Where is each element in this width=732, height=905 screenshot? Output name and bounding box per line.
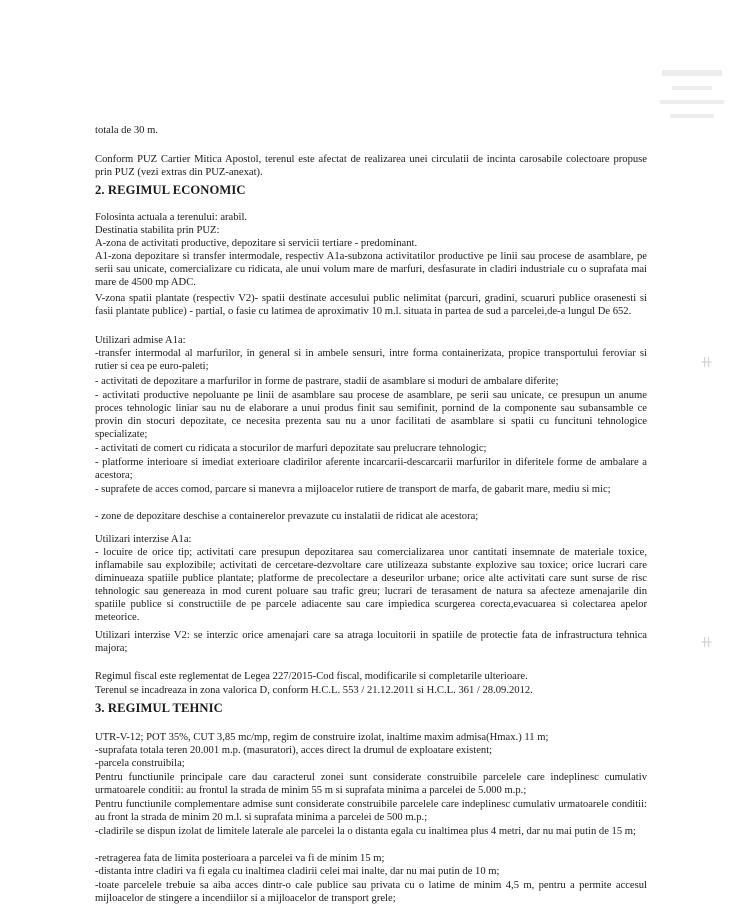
section-heading: 3. REGIMUL TEHNIC	[95, 701, 223, 715]
paragraph: Terenul se incadreaza in zona valorica D, conform H.C.L. 553 / 21.12.2011 si H.C.L. 361 / 28.09.2012.	[95, 685, 533, 696]
paragraph: V-zona spatii plantate (respectiv V2)- spatii destinate accesului public nelimitat (parcuri, gradini, scuaruri publice orasenesti si fasii plantate publice) - partial, o fasie cu latimea de aproximativ 10 m.l. situata in partea de sud a parcelei,de-a lungul De 652.	[95, 293, 647, 317]
list-item: -toate parcelele trebuie sa aiba acces dintr-o cale publice sau privata cu o latime de minim 4,5 m, pentru a permite accesul mijloacelor de stingere a incendiilor si a mijloacelor de transport grele;	[95, 880, 647, 904]
paragraph: Utilizari admise A1a:	[95, 335, 186, 346]
paragraph: totala de 30 m.	[95, 125, 158, 136]
list-item: -cladirile se dispun izolat de limitele laterale ale parcelei la o distanta egala cu inaltimea plus 4 metri, dar nu mai putin de 15 m;	[95, 826, 636, 837]
paragraph: Utilizari interzise A1a:	[95, 534, 192, 545]
list-item: -distanta intre cladiri va fi egala cu inaltimea cladirii celei mai inalte, dar nu mai putin de 10 m;	[95, 866, 500, 877]
list-item: -transfer intermodal al marfurilor, in general si in ambele sensuri, intre forma containerizata, propice transportului feroviar si rutier si cea pe euro-paleti;	[95, 348, 647, 372]
paragraph: A1-zona depozitare si transfer intermodale, respectiv A1a-subzona activitatilor productive pe linii sau procese de asamblare, pe serii sau unicate, comercializare cu ridicata, ale unui volum mare de marfuri, desfasurate in cladiri industriale cu o suprafata mai mare de 4500 mp ADC.	[95, 251, 647, 288]
list-item: - activitati de depozitare a marfurilor in forme de pastrare, stadii de asamblare si moduri de ambalare diferite;	[95, 376, 559, 387]
paragraph: -suprafata totala teren 20.001 m.p. (masuratori), acces direct la drumul de exploatare existent;	[95, 745, 493, 756]
paragraph: -parcela construibila;	[95, 758, 185, 769]
list-item: - suprafete de acces comod, parcare si manevra a mijloacelor rutiere de transport de marfa, de gabarit mare, mediu si mic;	[95, 484, 611, 495]
paragraph: Conform PUZ Cartier Mitica Apostol, terenul este afectat de realizarea unei circulatii de incinta carosabile colectoare propuse prin PUZ (vezi extras din PUZ-anexat).	[95, 154, 647, 178]
paragraph: Destinatia stabilita prin PUZ:	[95, 225, 220, 236]
paragraph: A-zona de activitati productive, depozitare si servicii tertiare - predominant.	[95, 238, 418, 249]
margin-mark: ⧺	[700, 352, 714, 371]
paragraph: Pentru functiunile complementare admise sunt considerate construibile parcelele care indeplinesc cumulativ urmatoarele conditii: au front la strada de minim 20 m.l. si suprafata minima a parcelei de 500 m.p.;	[95, 799, 647, 823]
paragraph: Pentru functiunile principale care dau caracterul zonei sunt considerate construibile parcelele care indeplinesc cumulativ urmatoarele conditii: au frontul la strada de minim 55 m si suprafata minima a parcelei de 5.000 m.p.;	[95, 772, 647, 796]
document-page	[95, 0, 647, 904]
paragraph: Folosinta actuala a terenului: arabil.	[95, 212, 248, 223]
paragraph: - locuire de orice tip; activitati care presupun depozitarea sau comercializarea unor cantitati insemnate de materiale toxice, inflamabile sau explozibile; activitati de cercetare-dezvoltare care utilizeaza substante explozive sau toxice; orice lucrari care diminueaza spatiile publice plantate; platforme de precolectare a deseurilor urbane; orice alte activitati care sunt surse de risc tehnologic sau genereaza in mod curent poluare sau trafic greu; lucrari de terasament de natura sa afecteze amenajarile din spatiile publice si constructiile de pe parcele adiacente sau care impiedica scurgerea corecta,evacuarea si colectarea apelor meteorice.	[95, 547, 647, 623]
list-item: - activitati de comert cu ridicata a stocurilor de marfuri depozitate sau prelucrare tehnologic;	[95, 443, 487, 454]
list-item: - activitati productive nepoluante pe linii de asamblare sau procese de asamblare, pe serii sau unicate, ce presupun un anume proces tehnologic liniar sau nu de elaborare a unui produs finit sau semifinit, pornind de la componente sau subansamble ce provin din stocuri depozitate, ce necesita prezenta sau nu a unor facilitati de asamblare si spatii cu funcituni tehnologice specializate;	[95, 390, 647, 440]
list-item: - platforme interioare si imediat exterioare cladirilor aferente incarcarii-descarcarii marfurilor in diferitele forme de ambalare a acestora;	[95, 457, 647, 481]
paragraph: Regimul fiscal este reglementat de Legea 227/2015-Cod fiscal, modificarile si completarile ulterioare.	[95, 671, 528, 682]
list-item: -retragerea fata de limita posterioara a parcelei va fi de minim 15 m;	[95, 853, 385, 864]
margin-mark: ⧺	[700, 632, 714, 651]
section-heading: 2. REGIMUL ECONOMIC	[95, 183, 246, 197]
list-item: - zone de depozitare deschise a containerelor prevazute cu instalatii de ridicat ale acestora;	[95, 511, 479, 522]
paragraph: UTR-V-12; POT 35%, CUT 3,85 mc/mp, regim de construire izolat, inaltime maxim admisa(Hmax.) 11 m;	[95, 732, 549, 743]
paragraph: Utilizari interzise V2: se interzic orice amenajari care sa atraga locuitorii in spatiile de protectie fata de infrastructura tehnica majora;	[95, 630, 647, 654]
ghost-stamp-mark	[652, 60, 732, 180]
